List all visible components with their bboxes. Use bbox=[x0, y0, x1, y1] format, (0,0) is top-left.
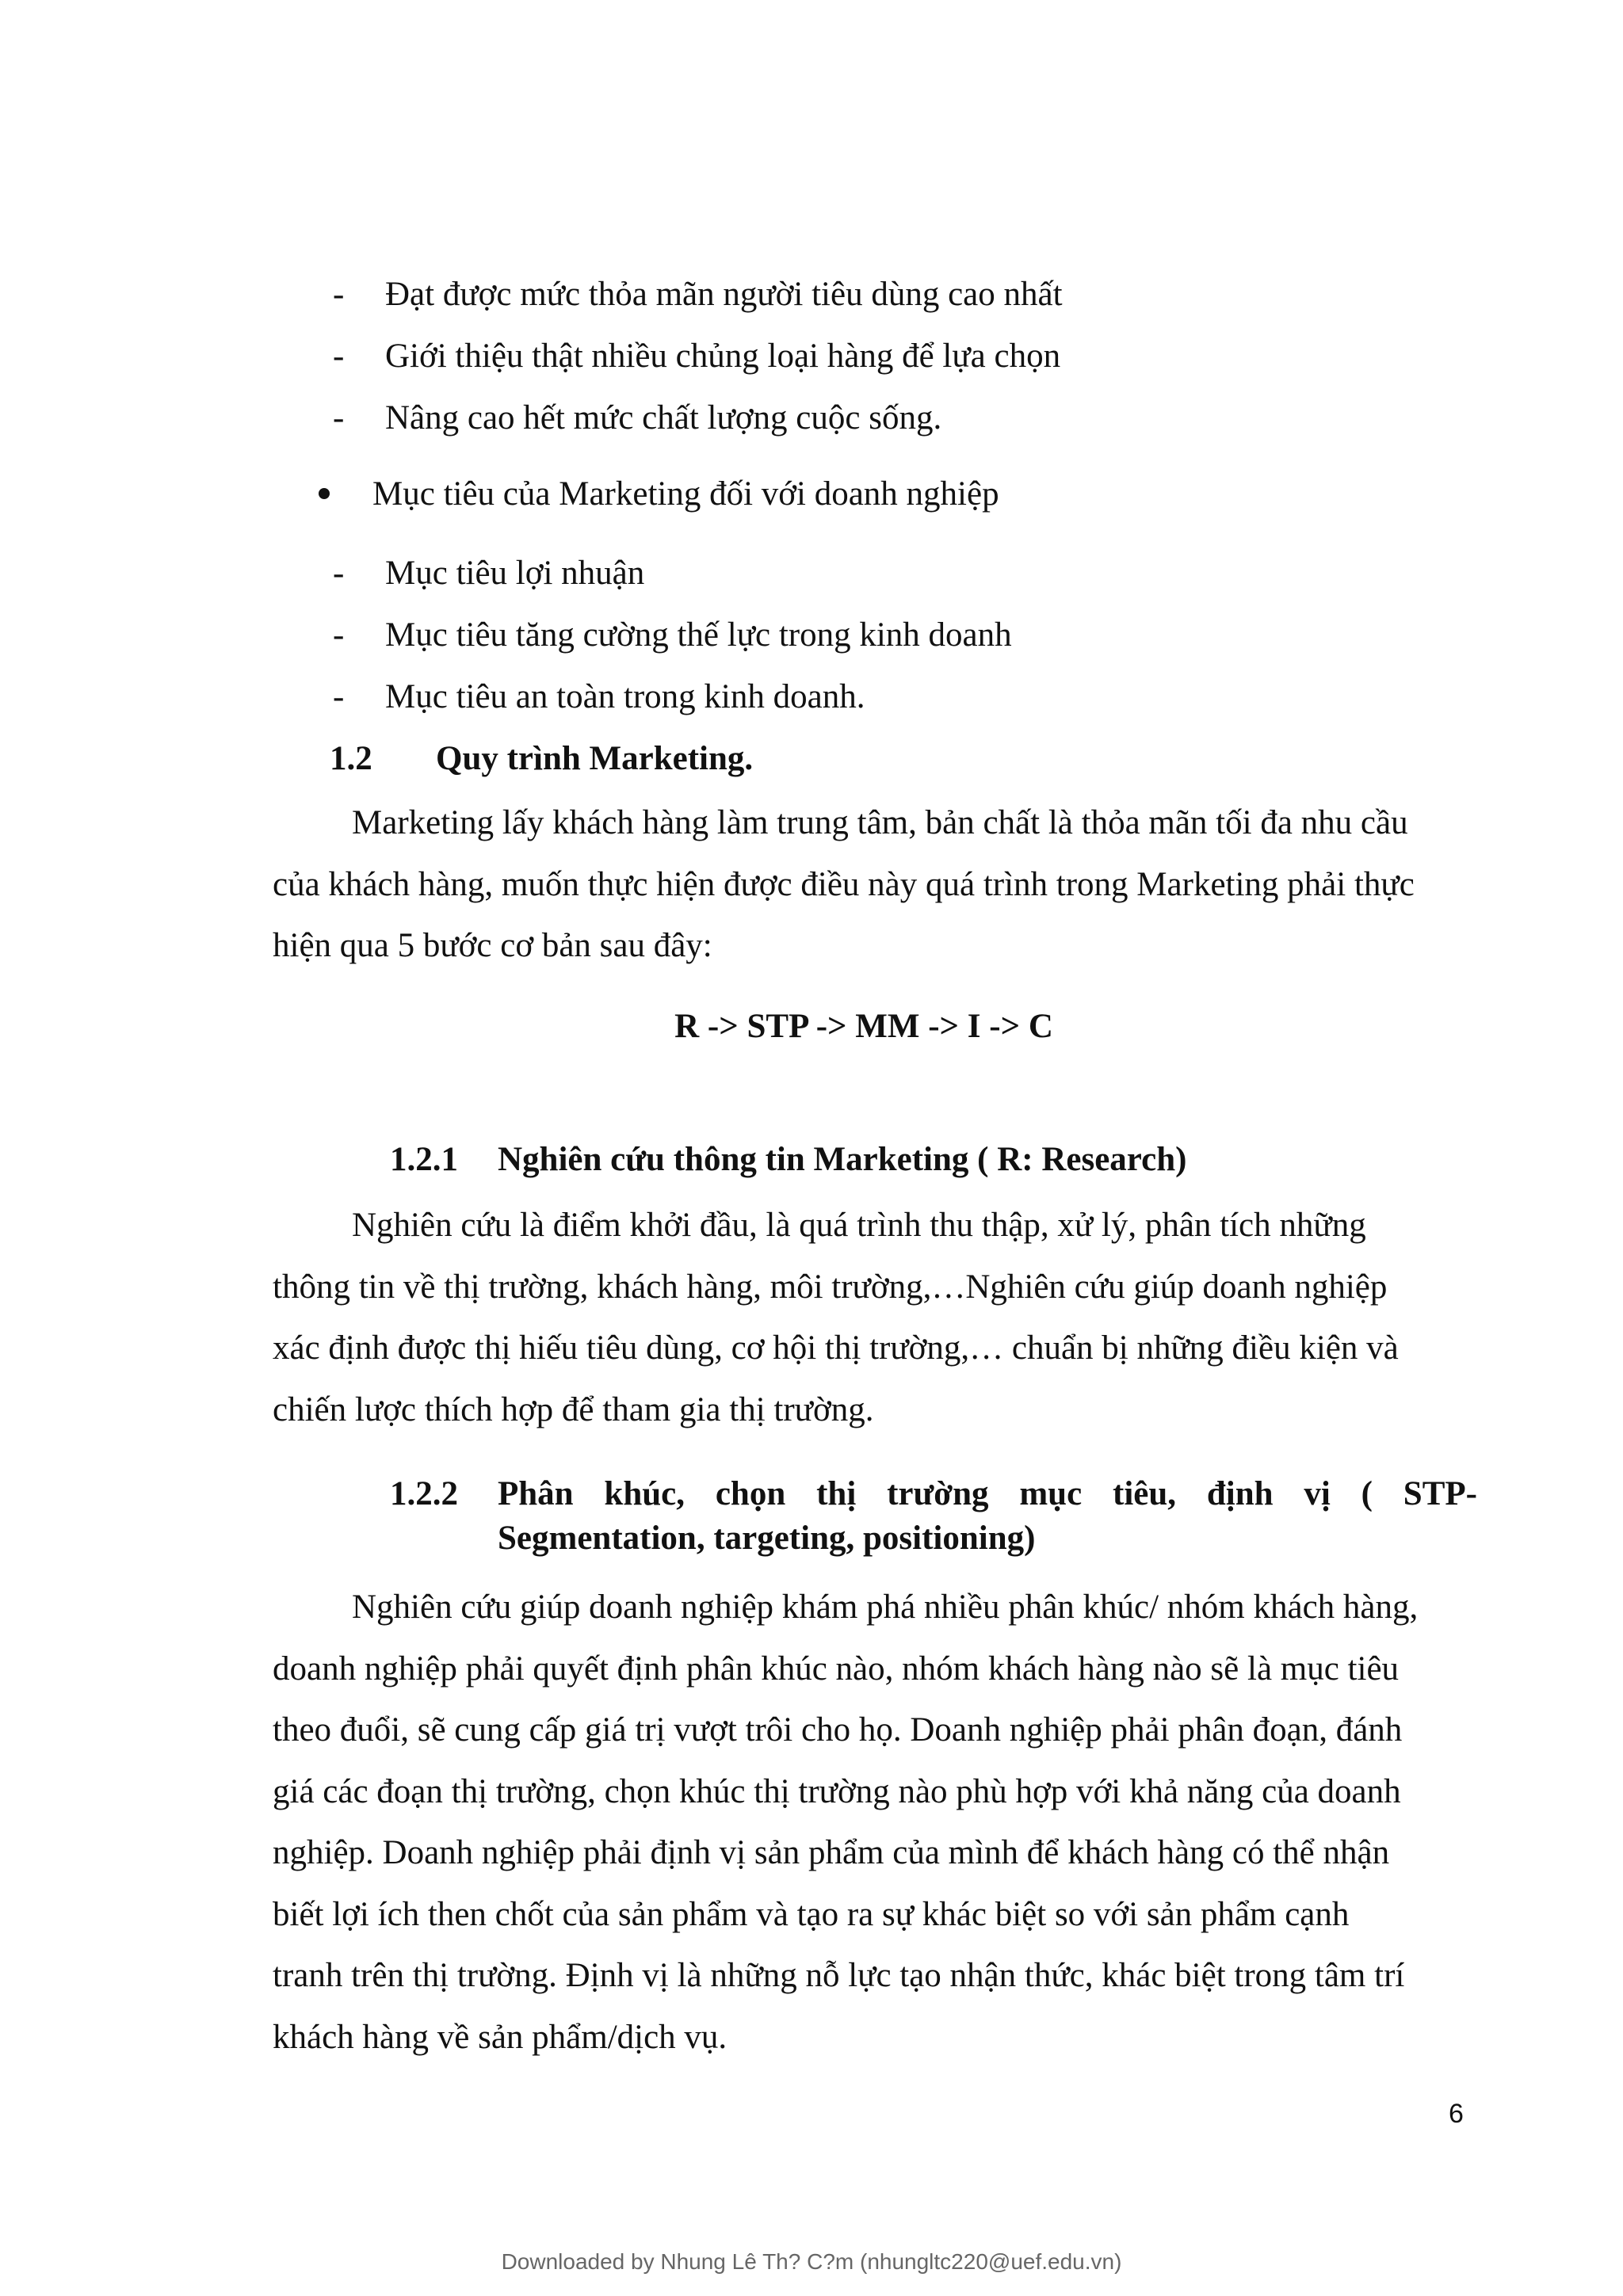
paragraph-line: Marketing lấy khách hàng làm trung tâm, bản chất là thỏa mãn tối đa nhu cầu bbox=[352, 804, 1408, 841]
subsection-paragraph bbox=[273, 1577, 1477, 2068]
paragraph-line: xác định được thị hiếu tiêu dùng, cơ hội thị trường,… chuẩn bị những điều kiện và bbox=[273, 1329, 1399, 1367]
paragraph-line: giá các đoạn thị trường, chọn khúc thị trường nào phù hợp với khả năng của doanh bbox=[273, 1772, 1401, 1810]
list-marker: - bbox=[333, 616, 345, 654]
business-goals-heading: Mục tiêu của Marketing đối với doanh nghiệp bbox=[372, 475, 999, 513]
paragraph-line: doanh nghiệp phải quyết định phân khúc nào, nhóm khách hàng nào sẽ là mục tiêu bbox=[273, 1650, 1400, 1688]
list-marker: - bbox=[333, 555, 345, 592]
process-formula: R -> STP -> MM -> I -> C bbox=[674, 1008, 1053, 1045]
section-paragraph bbox=[273, 792, 1477, 977]
paragraph-line: theo đuổi, sẽ cung cấp giá trị vượt trôi cho họ. Doanh nghiệp phải phân đoạn, đánh bbox=[273, 1711, 1403, 1749]
section-number: 1.2 bbox=[330, 740, 372, 777]
subsection-paragraph bbox=[273, 1195, 1477, 1440]
subsection-title-line: Segmentation, targeting, positioning) bbox=[498, 1520, 1036, 1557]
paragraph-line: chiến lược thích hợp để tham gia thị trường. bbox=[273, 1390, 874, 1428]
list-marker: - bbox=[333, 678, 345, 715]
list-item-consumer-goal: Nâng cao hết mức chất lượng cuộc sống. bbox=[385, 399, 942, 437]
page-number: 6 bbox=[1449, 2099, 1464, 2129]
download-notice: Downloaded by Nhung Lê Th? C?m (nhungltc220@uef.edu.vn) bbox=[501, 2249, 1122, 2274]
list-item-business-goal: Mục tiêu tăng cường thế lực trong kinh doanh bbox=[385, 616, 1012, 654]
bullet-icon bbox=[319, 488, 330, 499]
paragraph-line: khách hàng về sản phẩm/dịch vụ. bbox=[273, 2018, 727, 2056]
subsection-title: Nghiên cứu thông tin Marketing ( R: Research) bbox=[498, 1141, 1187, 1178]
paragraph-line: biết lợi ích then chốt của sản phẩm và tạo ra sự khác biệt so với sản phẩm cạnh bbox=[273, 1895, 1350, 1933]
subsection-title-line: Phân khúc, chọn thị trường mục tiêu, định vị ( STP- bbox=[498, 1475, 1477, 1512]
list-item-business-goal: Mục tiêu lợi nhuận bbox=[385, 555, 645, 592]
list-item-business-goal: Mục tiêu an toàn trong kinh doanh. bbox=[385, 678, 865, 715]
list-marker: - bbox=[333, 276, 345, 313]
section-title: Quy trình Marketing. bbox=[436, 740, 754, 777]
paragraph-line: Nghiên cứu giúp doanh nghiệp khám phá nhiều phân khúc/ nhóm khách hàng, bbox=[352, 1589, 1419, 1626]
paragraph-line: Nghiên cứu là điểm khởi đầu, là quá trình thu thập, xử lý, phân tích những bbox=[352, 1207, 1366, 1244]
paragraph-line: hiện qua 5 bước cơ bản sau đây: bbox=[273, 927, 712, 964]
list-item-consumer-goal: Đạt được mức thỏa mãn người tiêu dùng cao nhất bbox=[385, 276, 1063, 313]
paragraph-line: nghiệp. Doanh nghiệp phải định vị sản phẩm của mình để khách hàng có thể nhận bbox=[273, 1834, 1390, 1871]
paragraph-line: của khách hàng, muốn thực hiện được điều này quá trình trong Marketing phải thực bbox=[273, 865, 1415, 903]
paragraph-line: thông tin về thị trường, khách hàng, môi trường,…Nghiên cứu giúp doanh nghiệp bbox=[273, 1268, 1388, 1306]
list-marker: - bbox=[333, 399, 345, 437]
list-marker: - bbox=[333, 338, 345, 375]
subsection-number: 1.2.1 bbox=[390, 1141, 458, 1178]
list-item-consumer-goal: Giới thiệu thật nhiều chủng loại hàng để lựa chọn bbox=[385, 338, 1061, 375]
subsection-number: 1.2.2 bbox=[390, 1475, 458, 1512]
paragraph-line: tranh trên thị trường. Định vị là những nỗ lực tạo nhận thức, khác biệt trong tâm trí bbox=[273, 1957, 1405, 1994]
